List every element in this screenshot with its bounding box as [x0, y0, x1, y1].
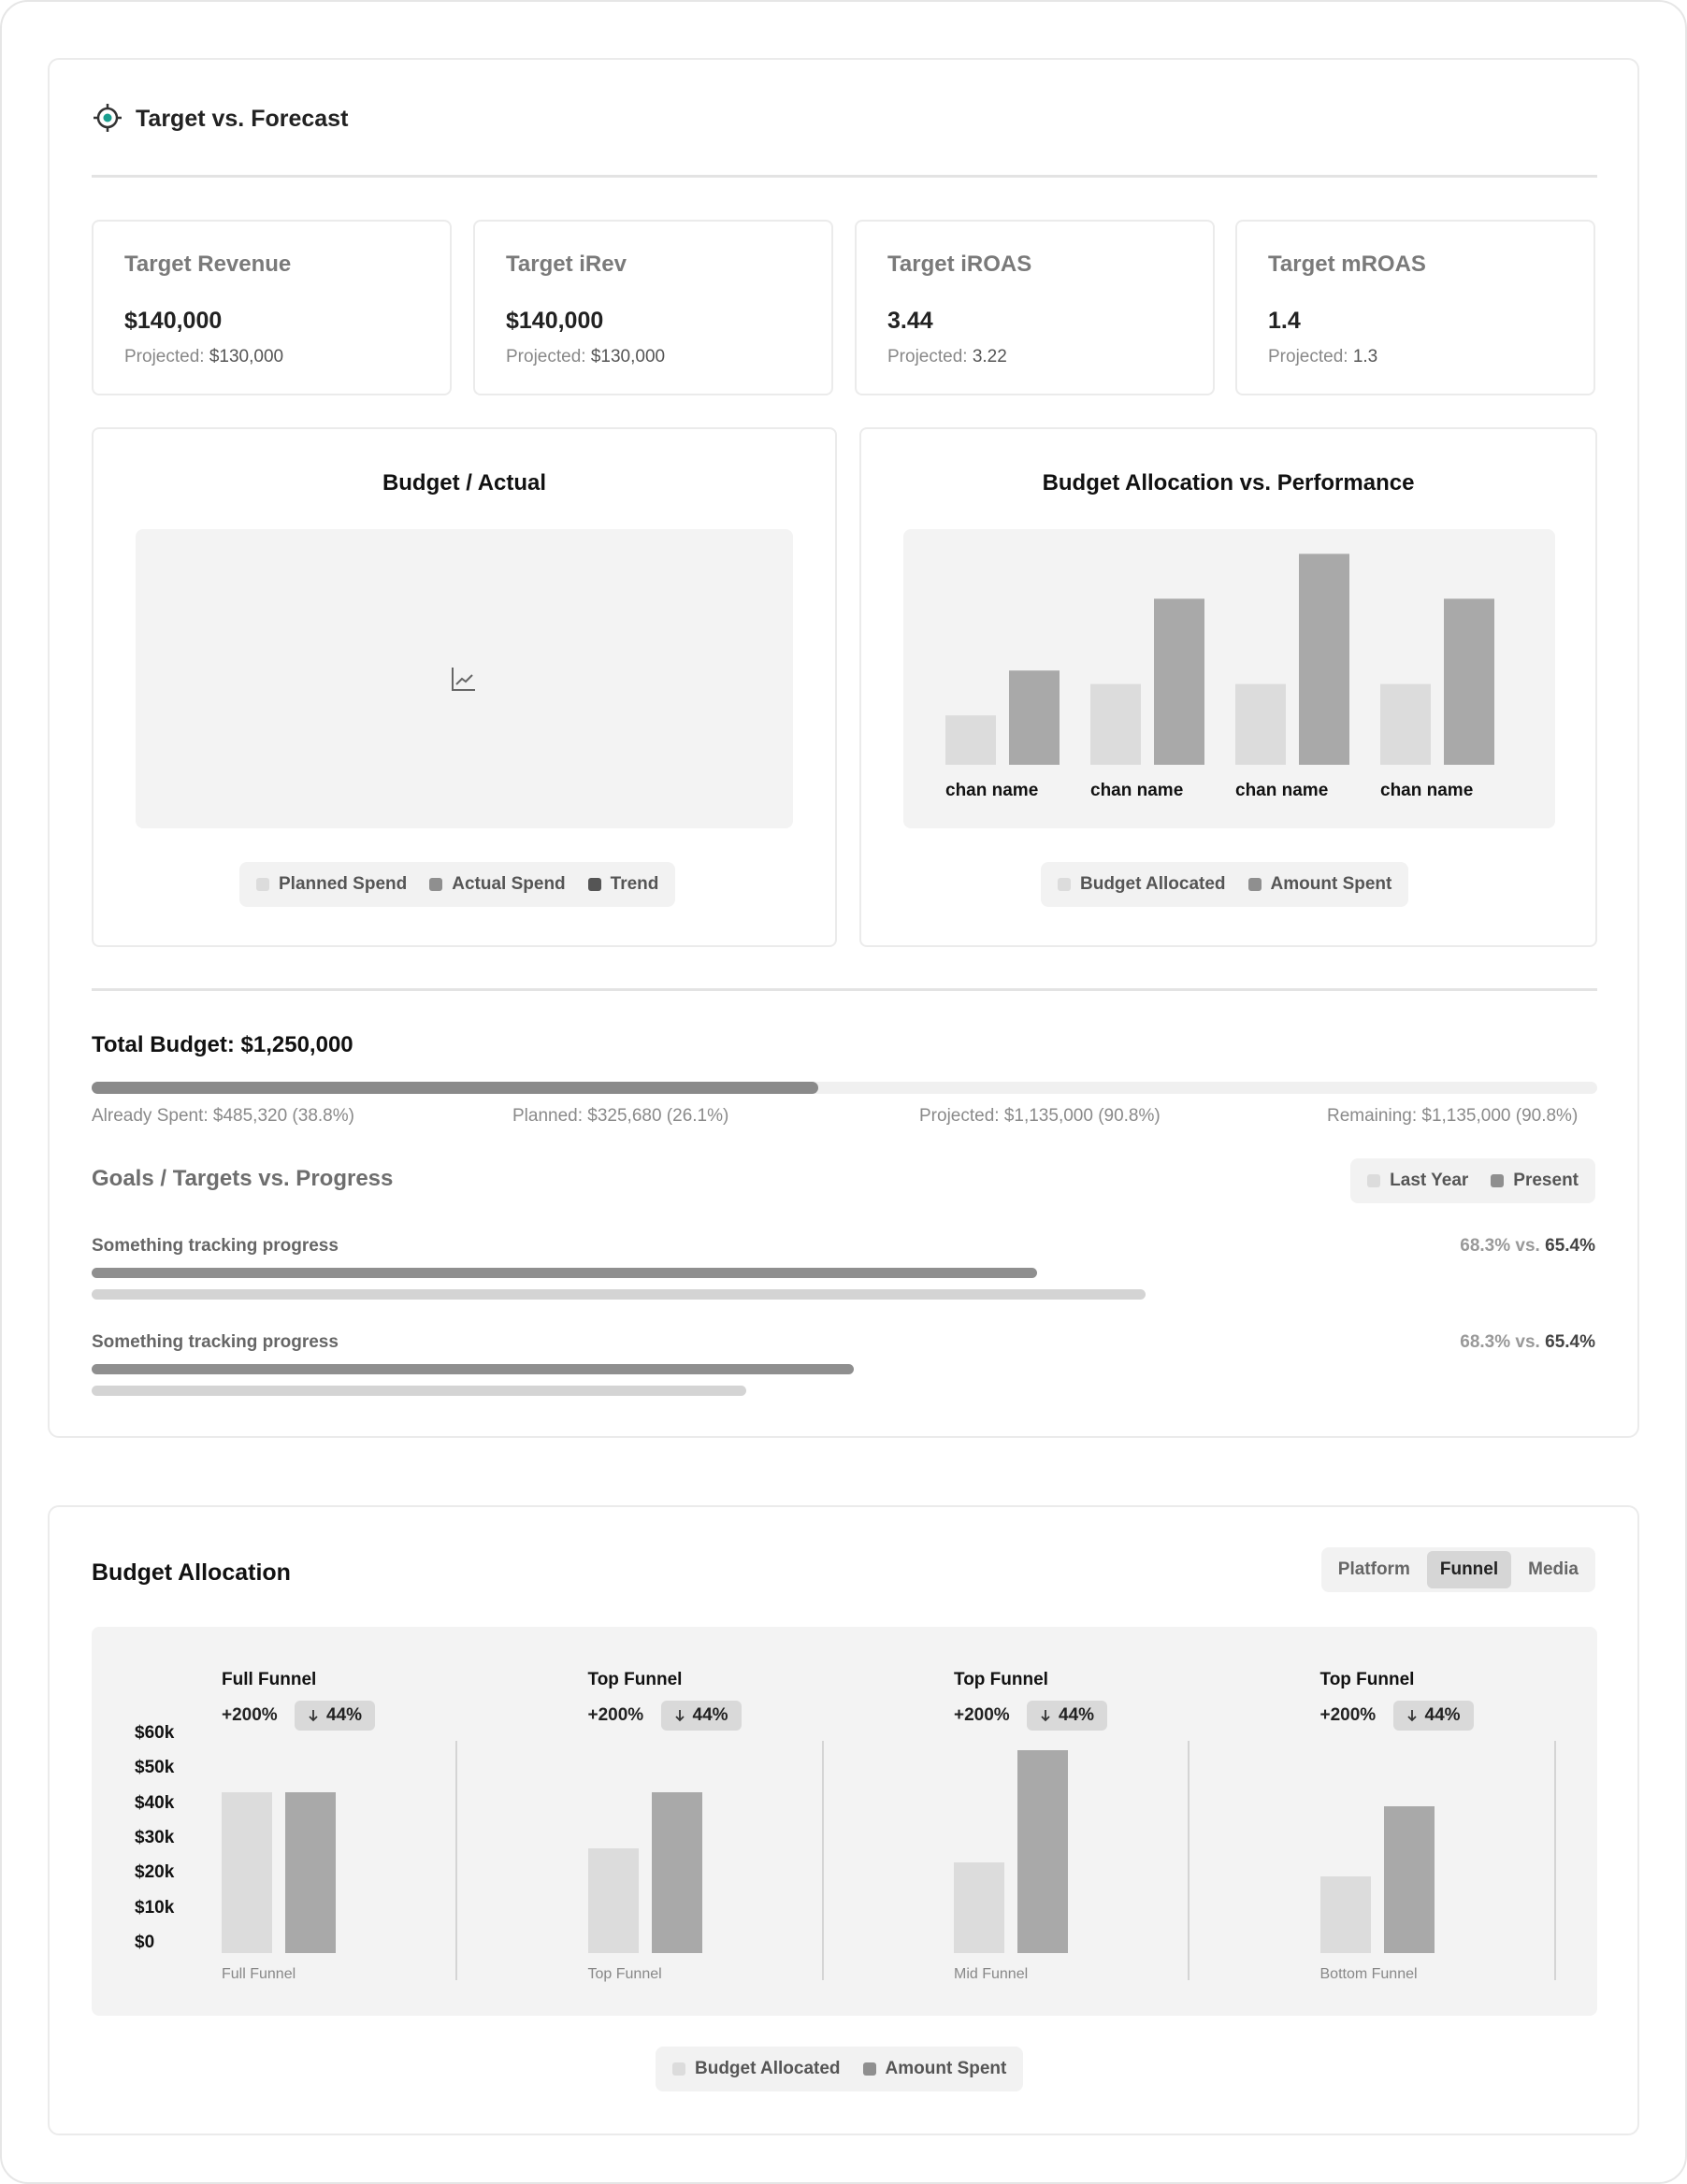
- stat-value: $140,000: [124, 308, 223, 334]
- funnel-title: Top Funnel: [954, 1670, 1048, 1689]
- budget-allocation-panel: [48, 1505, 1639, 2135]
- x-tick-label: chan name: [1090, 781, 1184, 800]
- funnel-title: Top Funnel: [587, 1670, 683, 1689]
- legend-item: [1491, 1171, 1579, 1191]
- change-badge: [661, 1701, 742, 1731]
- stat-card-target-irev: [473, 220, 833, 395]
- legend-label: Actual Spend: [452, 874, 566, 894]
- y-tick-label: $50k: [135, 1758, 175, 1778]
- column-separator: [822, 1741, 824, 1980]
- chart-legend: [1041, 862, 1408, 907]
- crosshair-target-icon: [93, 103, 123, 133]
- allocation-chart-area: [903, 529, 1555, 828]
- legend-item: [256, 874, 407, 895]
- view-toggle: [1321, 1547, 1595, 1592]
- projected-stat: Projected: $1,135,000 (90.8%): [919, 1106, 1161, 1126]
- x-tick-label: Mid Funnel: [954, 1966, 1029, 1982]
- legend-label: Planned Spend: [279, 874, 408, 894]
- legend-swatch: [1491, 1174, 1504, 1187]
- tab-media[interactable]: Media: [1528, 1559, 1579, 1579]
- y-tick-label: $0: [135, 1932, 155, 1952]
- legend-label: Amount Spent: [1270, 874, 1392, 894]
- legend-label: Budget Allocated: [695, 2059, 841, 2078]
- tab-platform[interactable]: Platform: [1337, 1559, 1410, 1579]
- total-budget-title: Total Budget: $1,250,000: [92, 1032, 353, 1057]
- badge-value: 44%: [1424, 1705, 1461, 1725]
- already-spent-stat: Already Spent: $485,320 (38.8%): [92, 1106, 354, 1126]
- goal-label: Something tracking progress: [92, 1332, 339, 1352]
- y-tick-label: $40k: [135, 1792, 175, 1813]
- vs-text: vs.: [1515, 1332, 1540, 1352]
- y-tick-label: $60k: [135, 1723, 175, 1743]
- header-divider: [92, 175, 1597, 178]
- bar-budget-allocated: [945, 715, 996, 765]
- x-tick-label: chan name: [945, 781, 1039, 800]
- projected-prefix: Projected:: [1268, 347, 1348, 366]
- target-vs-forecast-panel: [48, 58, 1639, 1438]
- legend-item: [588, 874, 659, 895]
- y-tick-label: $30k: [135, 1827, 175, 1847]
- legend-swatch: [1367, 1174, 1380, 1187]
- bar-budget-allocated: [1235, 684, 1286, 765]
- legend-item: [1248, 874, 1392, 895]
- funnel-delta: +200%: [954, 1705, 1010, 1725]
- projected-prefix: Projected:: [506, 347, 586, 366]
- change-badge: [1027, 1701, 1107, 1731]
- funnel-title: Full Funnel: [222, 1670, 317, 1689]
- funnel-title: Top Funnel: [1319, 1670, 1415, 1689]
- goal-present-bar: [92, 1268, 1037, 1278]
- projected-prefix: Projected:: [124, 347, 205, 366]
- chart-title: Budget / Actual: [382, 470, 547, 496]
- stat-projected: [1268, 347, 1377, 367]
- goal-compare: [1460, 1236, 1595, 1257]
- column-separator: [1188, 1741, 1190, 1980]
- section-divider: [92, 988, 1597, 991]
- x-tick-label: Full Funnel: [222, 1966, 296, 1982]
- arrow-down-icon: [308, 1709, 319, 1722]
- total-budget-progress-fill: [92, 1082, 818, 1094]
- x-tick-label: chan name: [1235, 781, 1329, 800]
- chart-legend: [239, 862, 675, 907]
- chart-title: Budget Allocation vs. Performance: [1042, 470, 1415, 496]
- legend-swatch: [256, 878, 269, 891]
- stat-projected: [124, 347, 283, 367]
- last-year-value: 68.3%: [1460, 1332, 1511, 1352]
- bar-budget-allocated: [1380, 684, 1431, 765]
- funnel-chart-area: [92, 1627, 1597, 2016]
- bar-budget-allocated: [222, 1792, 272, 1953]
- goals-title: Goals / Targets vs. Progress: [92, 1166, 394, 1191]
- projected-value: 3.22: [972, 347, 1007, 366]
- change-badge: [295, 1701, 375, 1731]
- budget-actual-card: [92, 427, 837, 947]
- page-title: Target vs. Forecast: [136, 106, 349, 132]
- badge-value: 44%: [326, 1705, 363, 1725]
- legend-swatch: [672, 2062, 685, 2076]
- projected-value: $130,000: [209, 347, 284, 366]
- x-tick-label: Bottom Funnel: [1319, 1966, 1418, 1982]
- stat-value: $140,000: [506, 308, 604, 334]
- goal-label: Something tracking progress: [92, 1236, 339, 1256]
- bar-amount-spent: [1299, 553, 1349, 765]
- arrow-down-icon: [1040, 1709, 1051, 1722]
- legend-label: Amount Spent: [885, 2059, 1007, 2078]
- planned-stat: Planned: $325,680 (26.1%): [512, 1106, 729, 1126]
- legend-swatch: [588, 878, 601, 891]
- funnel-delta: +200%: [222, 1705, 278, 1725]
- bar-amount-spent: [285, 1792, 336, 1953]
- chart-placeholder: [136, 529, 793, 828]
- change-badge: [1393, 1701, 1474, 1731]
- last-year-value: 68.3%: [1460, 1236, 1511, 1256]
- section-title: Budget Allocation: [92, 1559, 291, 1586]
- legend-swatch: [429, 878, 442, 891]
- bar-budget-allocated: [1320, 1876, 1371, 1953]
- goal-compare: [1460, 1332, 1595, 1353]
- bar-budget-allocated: [1090, 684, 1141, 765]
- goal-last-year-bar: [92, 1289, 1146, 1300]
- bar-amount-spent: [1009, 670, 1060, 765]
- funnel-delta: +200%: [587, 1705, 644, 1725]
- present-value: 65.4%: [1545, 1332, 1595, 1352]
- legend-swatch: [863, 2062, 876, 2076]
- legend-label: Last Year: [1390, 1171, 1469, 1190]
- legend-item: [1367, 1171, 1468, 1191]
- allocation-performance-card: [859, 427, 1597, 947]
- bar-amount-spent: [1017, 1750, 1068, 1953]
- stat-label: Target Revenue: [124, 251, 292, 277]
- stat-card-target-revenue: [92, 220, 452, 395]
- bar-amount-spent: [652, 1792, 702, 1953]
- stat-value: 1.4: [1268, 308, 1301, 334]
- badge-value: 44%: [1059, 1705, 1095, 1725]
- legend-label: Present: [1513, 1171, 1579, 1190]
- goal-last-year-bar: [92, 1386, 746, 1396]
- stat-label: Target mROAS: [1268, 251, 1426, 277]
- legend-item: [1058, 874, 1226, 895]
- stat-label: Target iRev: [506, 251, 627, 277]
- total-budget-progress: [92, 1082, 1597, 1094]
- stat-value: 3.44: [887, 308, 933, 334]
- y-tick-label: $20k: [135, 1862, 175, 1883]
- legend-label: Trend: [610, 874, 659, 894]
- stat-label: Target iROAS: [887, 251, 1032, 277]
- remaining-stat: Remaining: $1,135,000 (90.8%): [1327, 1106, 1579, 1126]
- projected-prefix: Projected:: [887, 347, 968, 366]
- arrow-down-icon: [1406, 1709, 1418, 1722]
- bar-budget-allocated: [954, 1862, 1004, 1953]
- y-tick-label: $10k: [135, 1897, 175, 1918]
- x-tick-label: chan name: [1380, 781, 1474, 800]
- legend-item: [863, 2059, 1007, 2079]
- bar-amount-spent: [1154, 598, 1204, 765]
- legend-item: [672, 2059, 841, 2079]
- line-chart-icon: [450, 665, 478, 693]
- x-tick-label: Top Funnel: [587, 1966, 662, 1982]
- present-value: 65.4%: [1545, 1236, 1595, 1256]
- legend-swatch: [1058, 878, 1071, 891]
- bar-amount-spent: [1444, 598, 1494, 765]
- stat-projected: [887, 347, 1007, 367]
- legend-swatch: [1248, 878, 1262, 891]
- badge-value: 44%: [692, 1705, 728, 1725]
- stat-projected: [506, 347, 665, 367]
- stat-card-target-iroas: [855, 220, 1215, 395]
- goals-legend: [1350, 1158, 1595, 1203]
- funnel-delta: +200%: [1319, 1705, 1377, 1725]
- vs-text: vs.: [1515, 1236, 1540, 1256]
- chart-legend: [656, 2047, 1023, 2091]
- projected-value: 1.3: [1352, 347, 1378, 366]
- goal-present-bar: [92, 1364, 854, 1374]
- legend-item: [429, 874, 565, 895]
- legend-label: Budget Allocated: [1080, 874, 1226, 894]
- projected-value: $130,000: [590, 347, 666, 366]
- arrow-down-icon: [674, 1709, 685, 1722]
- column-separator: [455, 1741, 457, 1980]
- bar-amount-spent: [1384, 1806, 1435, 1953]
- allocation-performance-chart: [903, 529, 1555, 828]
- bar-budget-allocated: [588, 1848, 639, 1953]
- column-separator: [1554, 1741, 1556, 1980]
- stat-card-target-mroas: [1235, 220, 1595, 395]
- tab-funnel[interactable]: Funnel: [1427, 1551, 1511, 1588]
